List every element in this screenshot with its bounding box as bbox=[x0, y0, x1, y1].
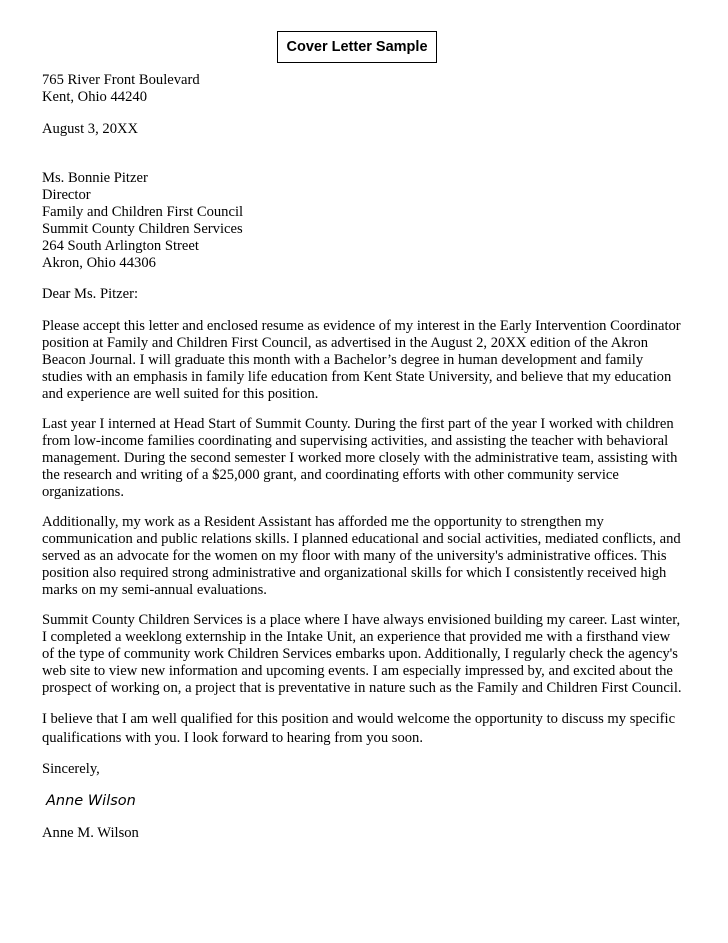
letter-date: August 3, 20XX bbox=[42, 121, 139, 137]
recipient-address bbox=[42, 170, 682, 272]
recipient-org-2: Summit County Children Services bbox=[42, 221, 243, 237]
signature: Anne Wilson bbox=[46, 793, 136, 809]
body-paragraph-4: Summit County Children Services is a place where I have always envisioned building my career. Last winter, I completed a weeklong externship in the Intake Unit, an experience that provided me with a firsthand view of the type of community work Children Services embarks upon. Additionally, I regularly check the agency's web site to view new information and upcoming events. I am especially impressed by, and excited about the prospect of working on, a project that is preventative in nature such as the Family and Children First Council. bbox=[42, 612, 682, 696]
sender-address bbox=[42, 72, 682, 106]
sender-street: 765 River Front Boulevard bbox=[42, 72, 200, 88]
salutation: Dear Ms. Pitzer: bbox=[42, 286, 139, 302]
recipient-org-1: Family and Children First Council bbox=[42, 204, 244, 220]
body-paragraph-2: Last year I interned at Head Start of Summit County. During the first part of the year I worked with children from low-income families coordinating and supervising activities, and assisting the teacher with behavioral management. During the second semester I worked more closely with the administrative team, assisting with the research and writing of a $25,000 grant, and coordinating efforts with other community service organizations. bbox=[42, 416, 678, 500]
recipient-title: Director bbox=[42, 187, 91, 203]
document-title: Cover Letter Sample bbox=[277, 31, 437, 63]
sender-city: Kent, Ohio 44240 bbox=[42, 89, 147, 105]
closing: Sincerely, bbox=[42, 761, 100, 777]
recipient-city: Akron, Ohio 44306 bbox=[42, 255, 156, 271]
recipient-name: Ms. Bonnie Pitzer bbox=[42, 170, 148, 186]
recipient-street: 264 South Arlington Street bbox=[42, 238, 199, 254]
body-paragraph-1: Please accept this letter and enclosed resume as evidence of my interest in the Early Intervention Coordinator position at Family and Children First Council, as advertised in the August 2, 20XX edition of the Akron Beacon Journal. I will graduate this month with a Bachelor’s degree in human development and family studies with an emphasis in family life education from Kent State University, and believe that my education and experience are well suited for this position. bbox=[42, 318, 681, 402]
body-paragraph-3: Additionally, my work as a Resident Assistant has afforded me the opportunity to strengthen my communication and public relations skills. I planned educational and social activities, mediated conflicts, and served as an advocate for the women on my floor with many of the university's administrative offices. This position also required strong administrative and organizational skills for which I consistently received high marks on my semi-annual evaluations. bbox=[42, 514, 681, 598]
body-paragraph-5: I believe that I am well qualified for this position and would welcome the opportunity to discuss my specific qualifications with you. I look forward to hearing from you soon. bbox=[42, 711, 676, 746]
printed-name: Anne M. Wilson bbox=[42, 825, 139, 841]
